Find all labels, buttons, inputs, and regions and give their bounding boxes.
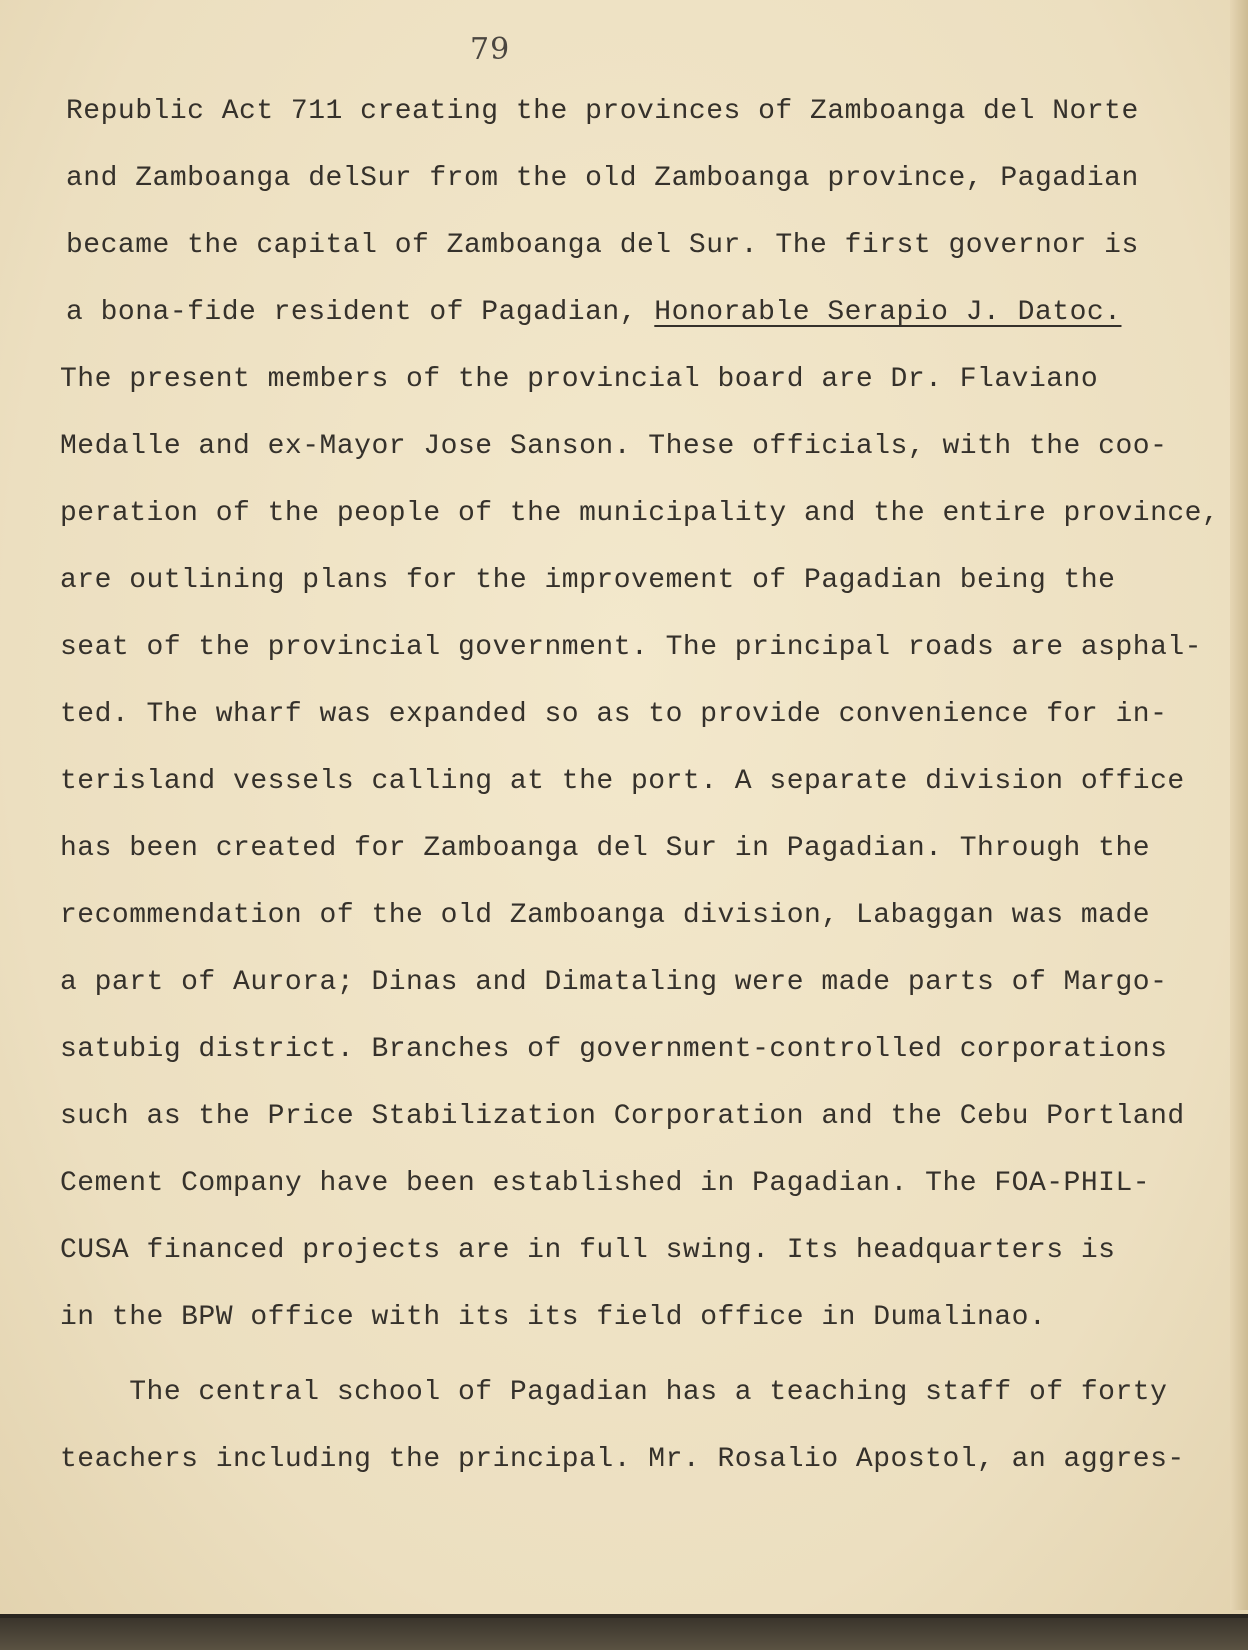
text-line-11: terisland vessels calling at the port. A separate division office bbox=[60, 766, 1185, 797]
text-line-21: teachers including the principal. Mr. Rosalio Apostol, an aggres- bbox=[60, 1444, 1185, 1475]
scan-bottom-edge bbox=[0, 1618, 1248, 1650]
text-line-20: The central school of Pagadian has a teaching staff of forty bbox=[60, 1377, 1168, 1408]
text-line-15: satubig district. Branches of government-controlled corporations bbox=[60, 1034, 1168, 1065]
text-line-2: and Zamboanga delSur from the old Zamboanga province, Pagadian bbox=[66, 163, 1139, 194]
text-line-6: Medalle and ex-Mayor Jose Sanson. These officials, with the coo- bbox=[60, 431, 1168, 462]
text-line-12: has been created for Zamboanga del Sur in Pagadian. Through the bbox=[60, 833, 1151, 864]
text-line-14: a part of Aurora; Dinas and Dimataling were made parts of Margo- bbox=[60, 967, 1168, 998]
text-line-18: CUSA financed projects are in full swing. Its headquarters is bbox=[60, 1235, 1116, 1266]
text-line-16: such as the Price Stabilization Corporation and the Cebu Portland bbox=[60, 1101, 1185, 1132]
page-edge-shadow bbox=[1230, 0, 1248, 1610]
text-line-17: Cement Company have been established in Pagadian. The FOA-PHIL- bbox=[60, 1168, 1151, 1199]
page-number: 79 bbox=[470, 32, 511, 67]
text-line-4 bbox=[66, 297, 1121, 328]
text-line-3: became the capital of Zamboanga del Sur. The first governor is bbox=[66, 230, 1139, 261]
text-line-4-lead: a bona-fide resident of Pagadian, bbox=[66, 297, 655, 328]
text-line-9: seat of the provincial government. The principal roads are asphal- bbox=[60, 632, 1202, 663]
text-line-10: ted. The wharf was expanded so as to provide convenience for in- bbox=[60, 699, 1168, 730]
text-line-1: Republic Act 711 creating the provinces of Zamboanga del Norte bbox=[66, 96, 1139, 127]
text-line-19: in the BPW office with its its field office in Dumalinao. bbox=[60, 1302, 1047, 1333]
governor-name: Honorable Serapio J. Datoc. bbox=[654, 297, 1122, 328]
text-line-7: peration of the people of the municipality and the entire province, bbox=[60, 498, 1220, 529]
text-line-5: The present members of the provincial board are Dr. Flaviano bbox=[60, 364, 1099, 395]
text-line-13: recommendation of the old Zamboanga division, Labaggan was made bbox=[60, 900, 1151, 931]
text-line-8: are outlining plans for the improvement of Pagadian being the bbox=[60, 565, 1116, 596]
